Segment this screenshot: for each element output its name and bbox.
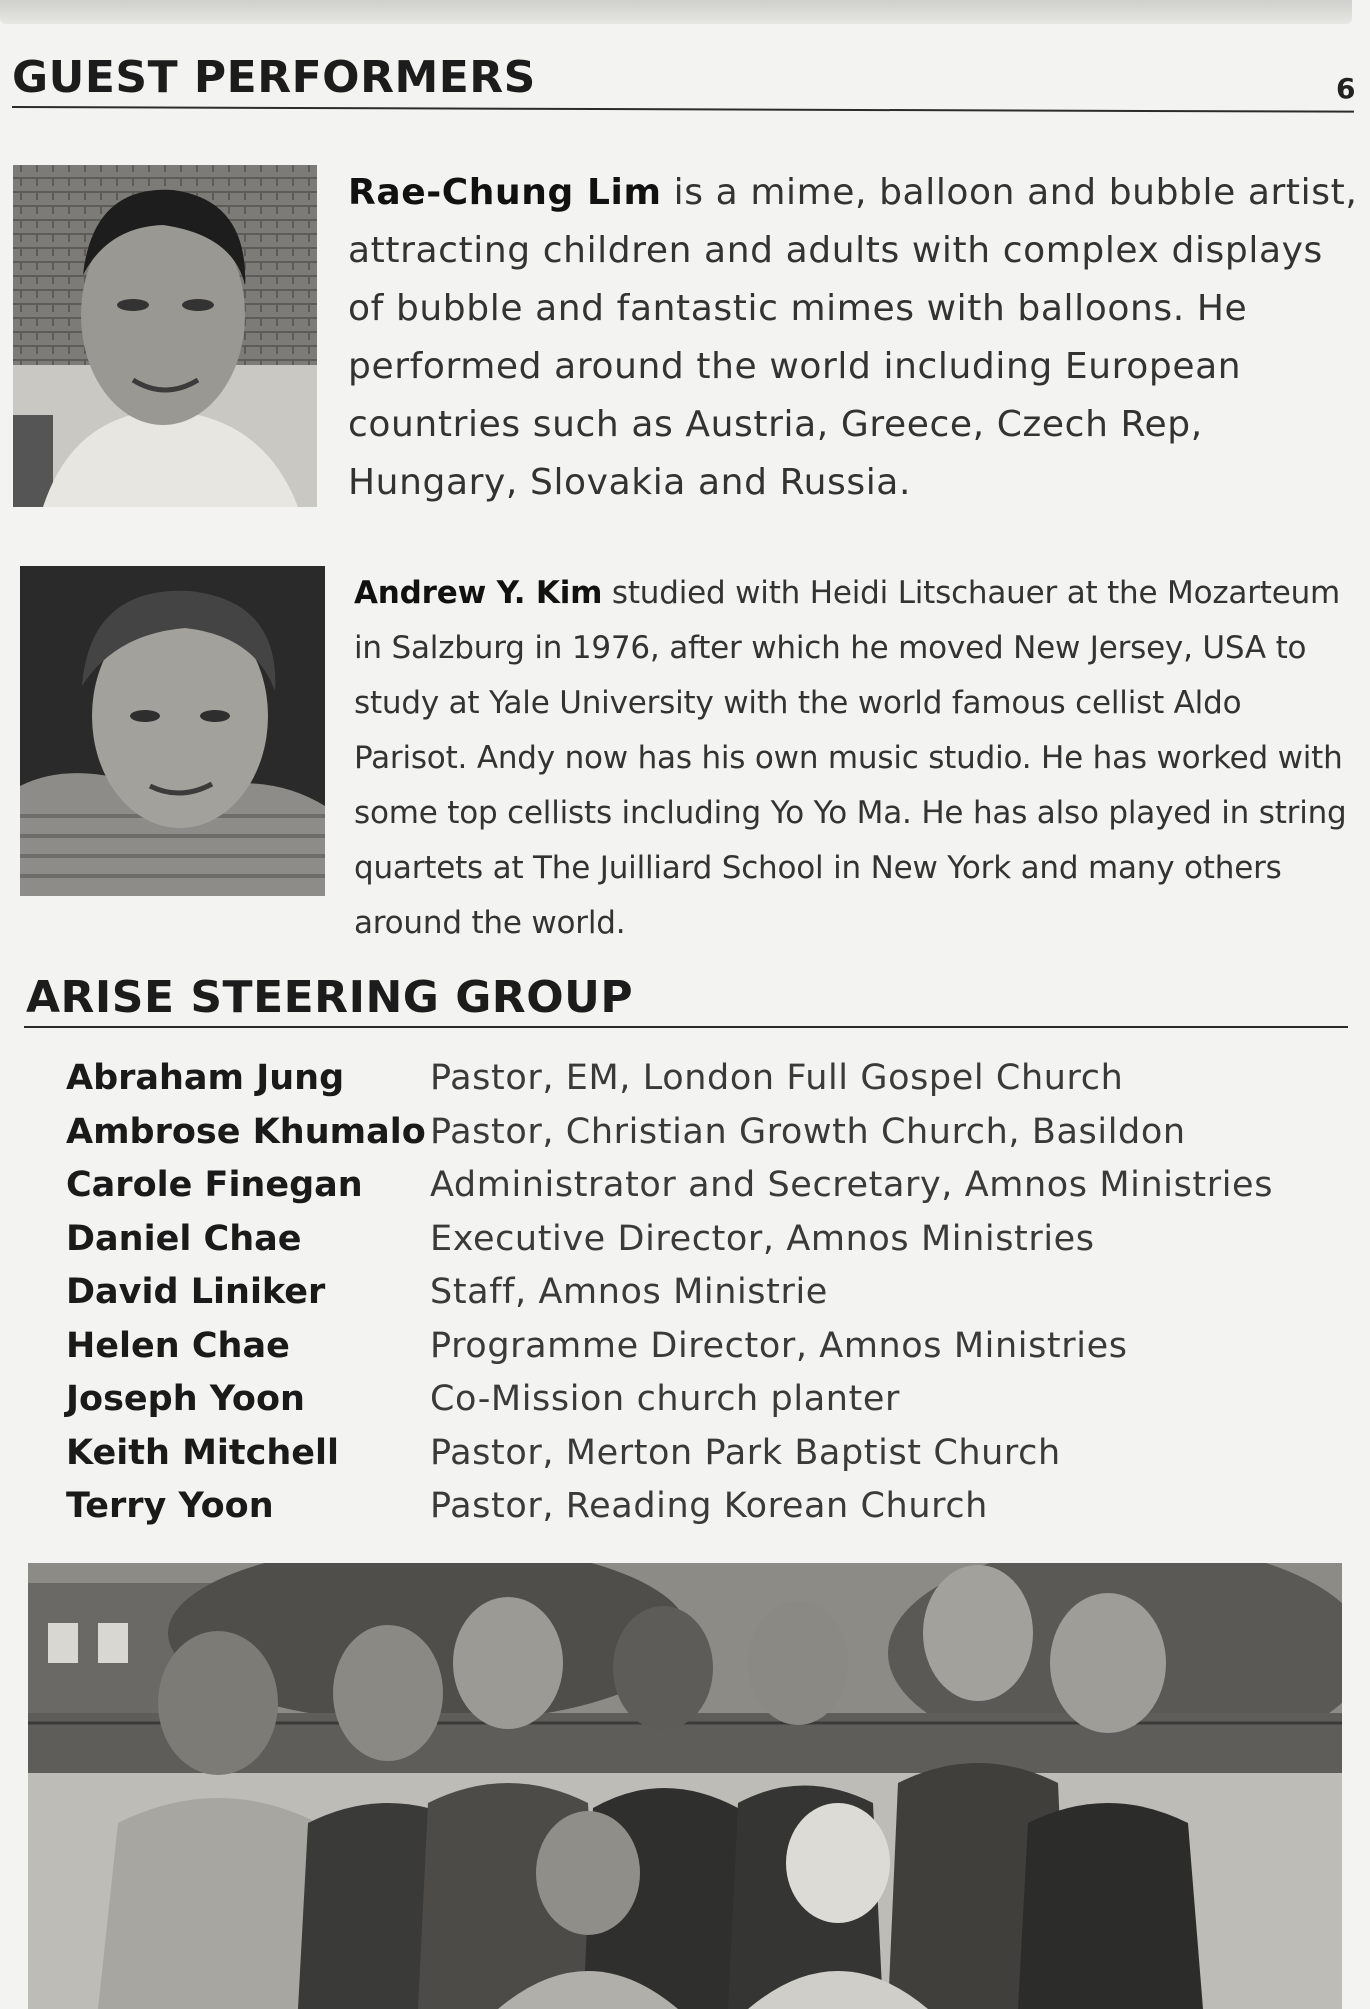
portrait-andrew-y-kim	[20, 566, 325, 896]
list-item	[66, 1219, 1346, 1273]
portrait-rae-chung-lim	[13, 165, 317, 507]
list-item	[66, 1112, 1346, 1166]
section-title-guest-performers: GUEST PERFORMERS	[12, 52, 536, 103]
performer-name: Rae-Chung Lim	[348, 172, 662, 213]
performer-name: Andrew Y. Kim	[354, 575, 603, 611]
member-role: Pastor, Merton Park Baptist Church	[430, 1432, 1061, 1473]
list-item	[66, 1165, 1346, 1219]
member-name: Helen Chae	[66, 1325, 290, 1366]
member-role: Programme Director, Amnos Ministries	[430, 1325, 1128, 1366]
member-name: Carole Finegan	[66, 1165, 363, 1205]
list-item	[66, 1486, 1346, 1540]
member-name: Ambrose Khumalo	[66, 1111, 426, 1152]
member-name: Terry Yoon	[66, 1486, 274, 1526]
section-title-steering-group: ARISE STEERING GROUP	[26, 972, 634, 1023]
performer-bio-rae-chung-lim: Rae-Chung Lim is a mime, balloon and bubble artist, attracting children and adults with complex displays of bubble and fantastic mimes with balloons. He performed around the world including European countries such as Austria, Greece, Czech Rep, Hungary, Slovakia and Russia.	[348, 172, 1358, 503]
list-item	[66, 1272, 1346, 1326]
list-item	[66, 1326, 1346, 1380]
member-name: Keith Mitchell	[66, 1432, 340, 1473]
member-name: David Liniker	[66, 1272, 326, 1312]
steering-group-list	[66, 1058, 1346, 1540]
performer-bio-andrew-y-kim: Andrew Y. Kim studied with Heidi Litschauer at the Mozarteum in Salzburg in 1976, after which he moved New Jersey, USA to study at Yale University with the world famous cellist Aldo Parisot. Andy now has his own music studio. He has worked with some top cellists including Yo Yo Ma. He has also played in string quartets at The Juilliard School in New York and many others around the world.	[354, 575, 1347, 941]
section-rule	[24, 1026, 1348, 1028]
list-item	[66, 1433, 1346, 1487]
member-name: Daniel Chae	[66, 1218, 302, 1259]
list-item	[66, 1058, 1346, 1112]
page-top-edge	[0, 0, 1352, 24]
member-role: Pastor, Reading Korean Church	[430, 1486, 988, 1526]
member-name: Abraham Jung	[66, 1058, 345, 1098]
member-role: Staff, Amnos Ministrie	[430, 1272, 828, 1312]
section-rule	[12, 106, 1354, 113]
member-role: Administrator and Secretary, Amnos Ministries	[430, 1165, 1274, 1205]
member-role: Executive Director, Amnos Ministries	[430, 1218, 1095, 1259]
page-number: 6	[1336, 72, 1356, 105]
group-photo	[28, 1563, 1342, 2009]
member-role: Co-Mission church planter	[430, 1379, 900, 1419]
member-role: Pastor, EM, London Full Gospel Church	[430, 1058, 1124, 1098]
member-role: Pastor, Christian Growth Church, Basildon	[430, 1111, 1186, 1152]
member-name: Joseph Yoon	[66, 1379, 305, 1419]
list-item	[66, 1379, 1346, 1433]
